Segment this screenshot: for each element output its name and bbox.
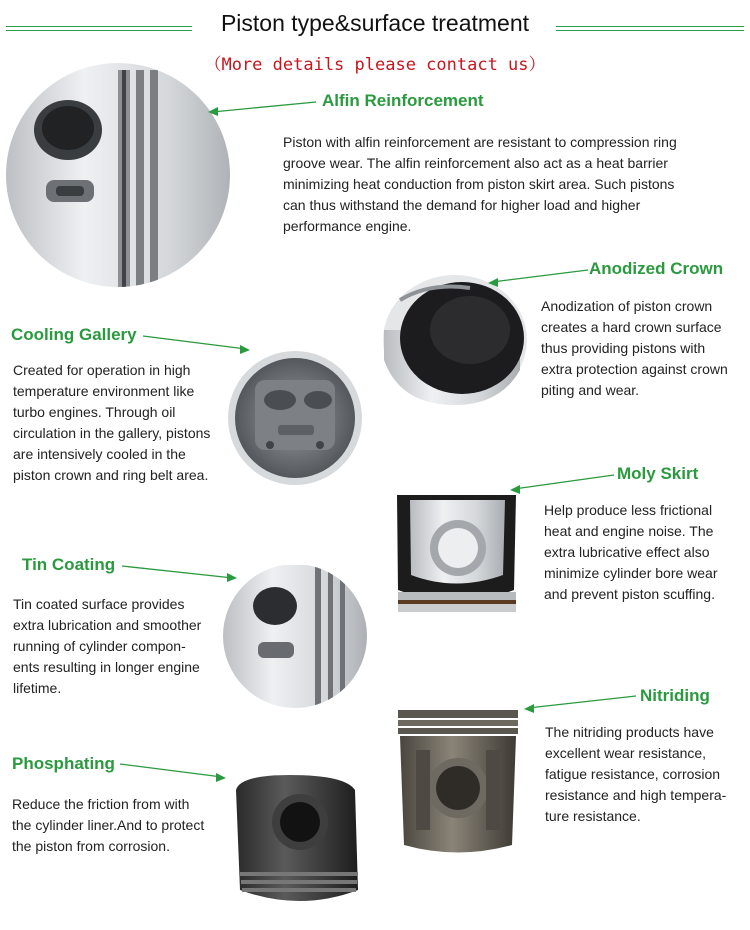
tin-heading: Tin Coating xyxy=(22,555,116,574)
page-title: Piston type&surface treatment xyxy=(0,10,750,37)
nitriding-line: fatigue resistance, corrosion xyxy=(545,766,721,782)
alfin-line: performance engine. xyxy=(283,218,412,234)
cooling-line: temperature environment like xyxy=(13,383,195,399)
tin-line: extra lubrication and smoother xyxy=(13,617,202,633)
moly-arrow xyxy=(514,475,614,489)
nitriding-line: excellent wear resistance, xyxy=(545,745,707,761)
anodized-heading: Anodized Crown xyxy=(589,259,724,278)
cooling-description xyxy=(13,360,233,486)
cooling-heading: Cooling Gallery xyxy=(11,325,137,344)
phosphating-piston-image xyxy=(236,775,358,901)
anodized-description xyxy=(541,296,749,401)
tin-line: running of cylinder compon- xyxy=(13,638,186,654)
moly-line: minimize cylinder bore wear xyxy=(544,565,718,581)
tin-coating-piston-image xyxy=(220,565,370,710)
nitriding-arrow xyxy=(528,696,636,708)
tin-line: ents resulting in longer engine xyxy=(13,659,200,675)
moly-line: Help produce less frictional xyxy=(544,502,713,518)
alfin-arrow xyxy=(212,102,316,112)
cooling-line: piston crown and ring belt area. xyxy=(13,467,209,483)
cooling-arrow xyxy=(143,336,246,349)
anodized-line: Anodization of piston crown xyxy=(541,298,713,314)
phosphating-line: the piston from corrosion. xyxy=(12,838,170,854)
alfin-line: groove wear. The alfin reinforcement also act as a heat barrier xyxy=(283,155,668,171)
anodized-arrow xyxy=(492,270,588,282)
phosphating-arrow xyxy=(120,764,222,777)
tin-line: Tin coated surface provides xyxy=(13,596,185,612)
tin-description xyxy=(13,594,233,699)
tin-line: lifetime. xyxy=(13,680,62,696)
moly-line: and prevent piston scuffing. xyxy=(544,586,715,602)
nitriding-line: resistance and high tempera- xyxy=(545,787,727,803)
moly-skirt-piston-image xyxy=(397,495,516,612)
alfin-line: minimizing heat conduction from piston skirt area. Such pistons xyxy=(283,176,675,192)
cooling-line: Created for operation in high xyxy=(13,362,191,378)
phosphating-description xyxy=(12,794,232,857)
nitriding-heading: Nitriding xyxy=(640,686,710,705)
cooling-line: circulation in the gallery, pistons xyxy=(13,425,211,441)
anodized-line: extra protection against crown xyxy=(541,361,728,377)
anodized-line: piting and wear. xyxy=(541,382,640,398)
cooling-gallery-piston-image xyxy=(228,351,362,485)
phosphating-line: Reduce the friction from with xyxy=(12,796,190,812)
nitriding-line: ture resistance. xyxy=(545,808,641,824)
alfin-piston-image xyxy=(0,60,240,290)
alfin-heading: Alfin Reinforcement xyxy=(322,91,484,110)
moly-heading: Moly Skirt xyxy=(617,464,699,483)
phosphating-line: the cylinder liner.And to protect xyxy=(12,817,205,833)
moly-line: heat and engine noise. The xyxy=(544,523,714,539)
tin-arrow xyxy=(122,566,233,578)
alfin-line: can thus withstand the demand for higher load and higher xyxy=(283,197,641,213)
anodized-line: creates a hard crown surface xyxy=(541,319,722,335)
cooling-line: turbo engines. Through oil xyxy=(13,404,176,420)
anodized-piston-image xyxy=(383,275,527,405)
page-subtitle: （More details please contact us） xyxy=(204,55,546,75)
moly-description xyxy=(544,500,749,605)
phosphating-heading: Phosphating xyxy=(12,754,115,773)
alfin-line: Piston with alfin reinforcement are resistant to compression ring xyxy=(283,134,677,150)
alfin-description xyxy=(283,132,743,237)
anodized-line: thus providing pistons with xyxy=(541,340,706,356)
moly-line: extra lubricative effect also xyxy=(544,544,710,560)
cooling-line: are intensively cooled in the xyxy=(13,446,186,462)
nitriding-description xyxy=(545,722,749,827)
nitriding-piston-image xyxy=(398,710,518,853)
nitriding-line: The nitriding products have xyxy=(545,724,714,740)
